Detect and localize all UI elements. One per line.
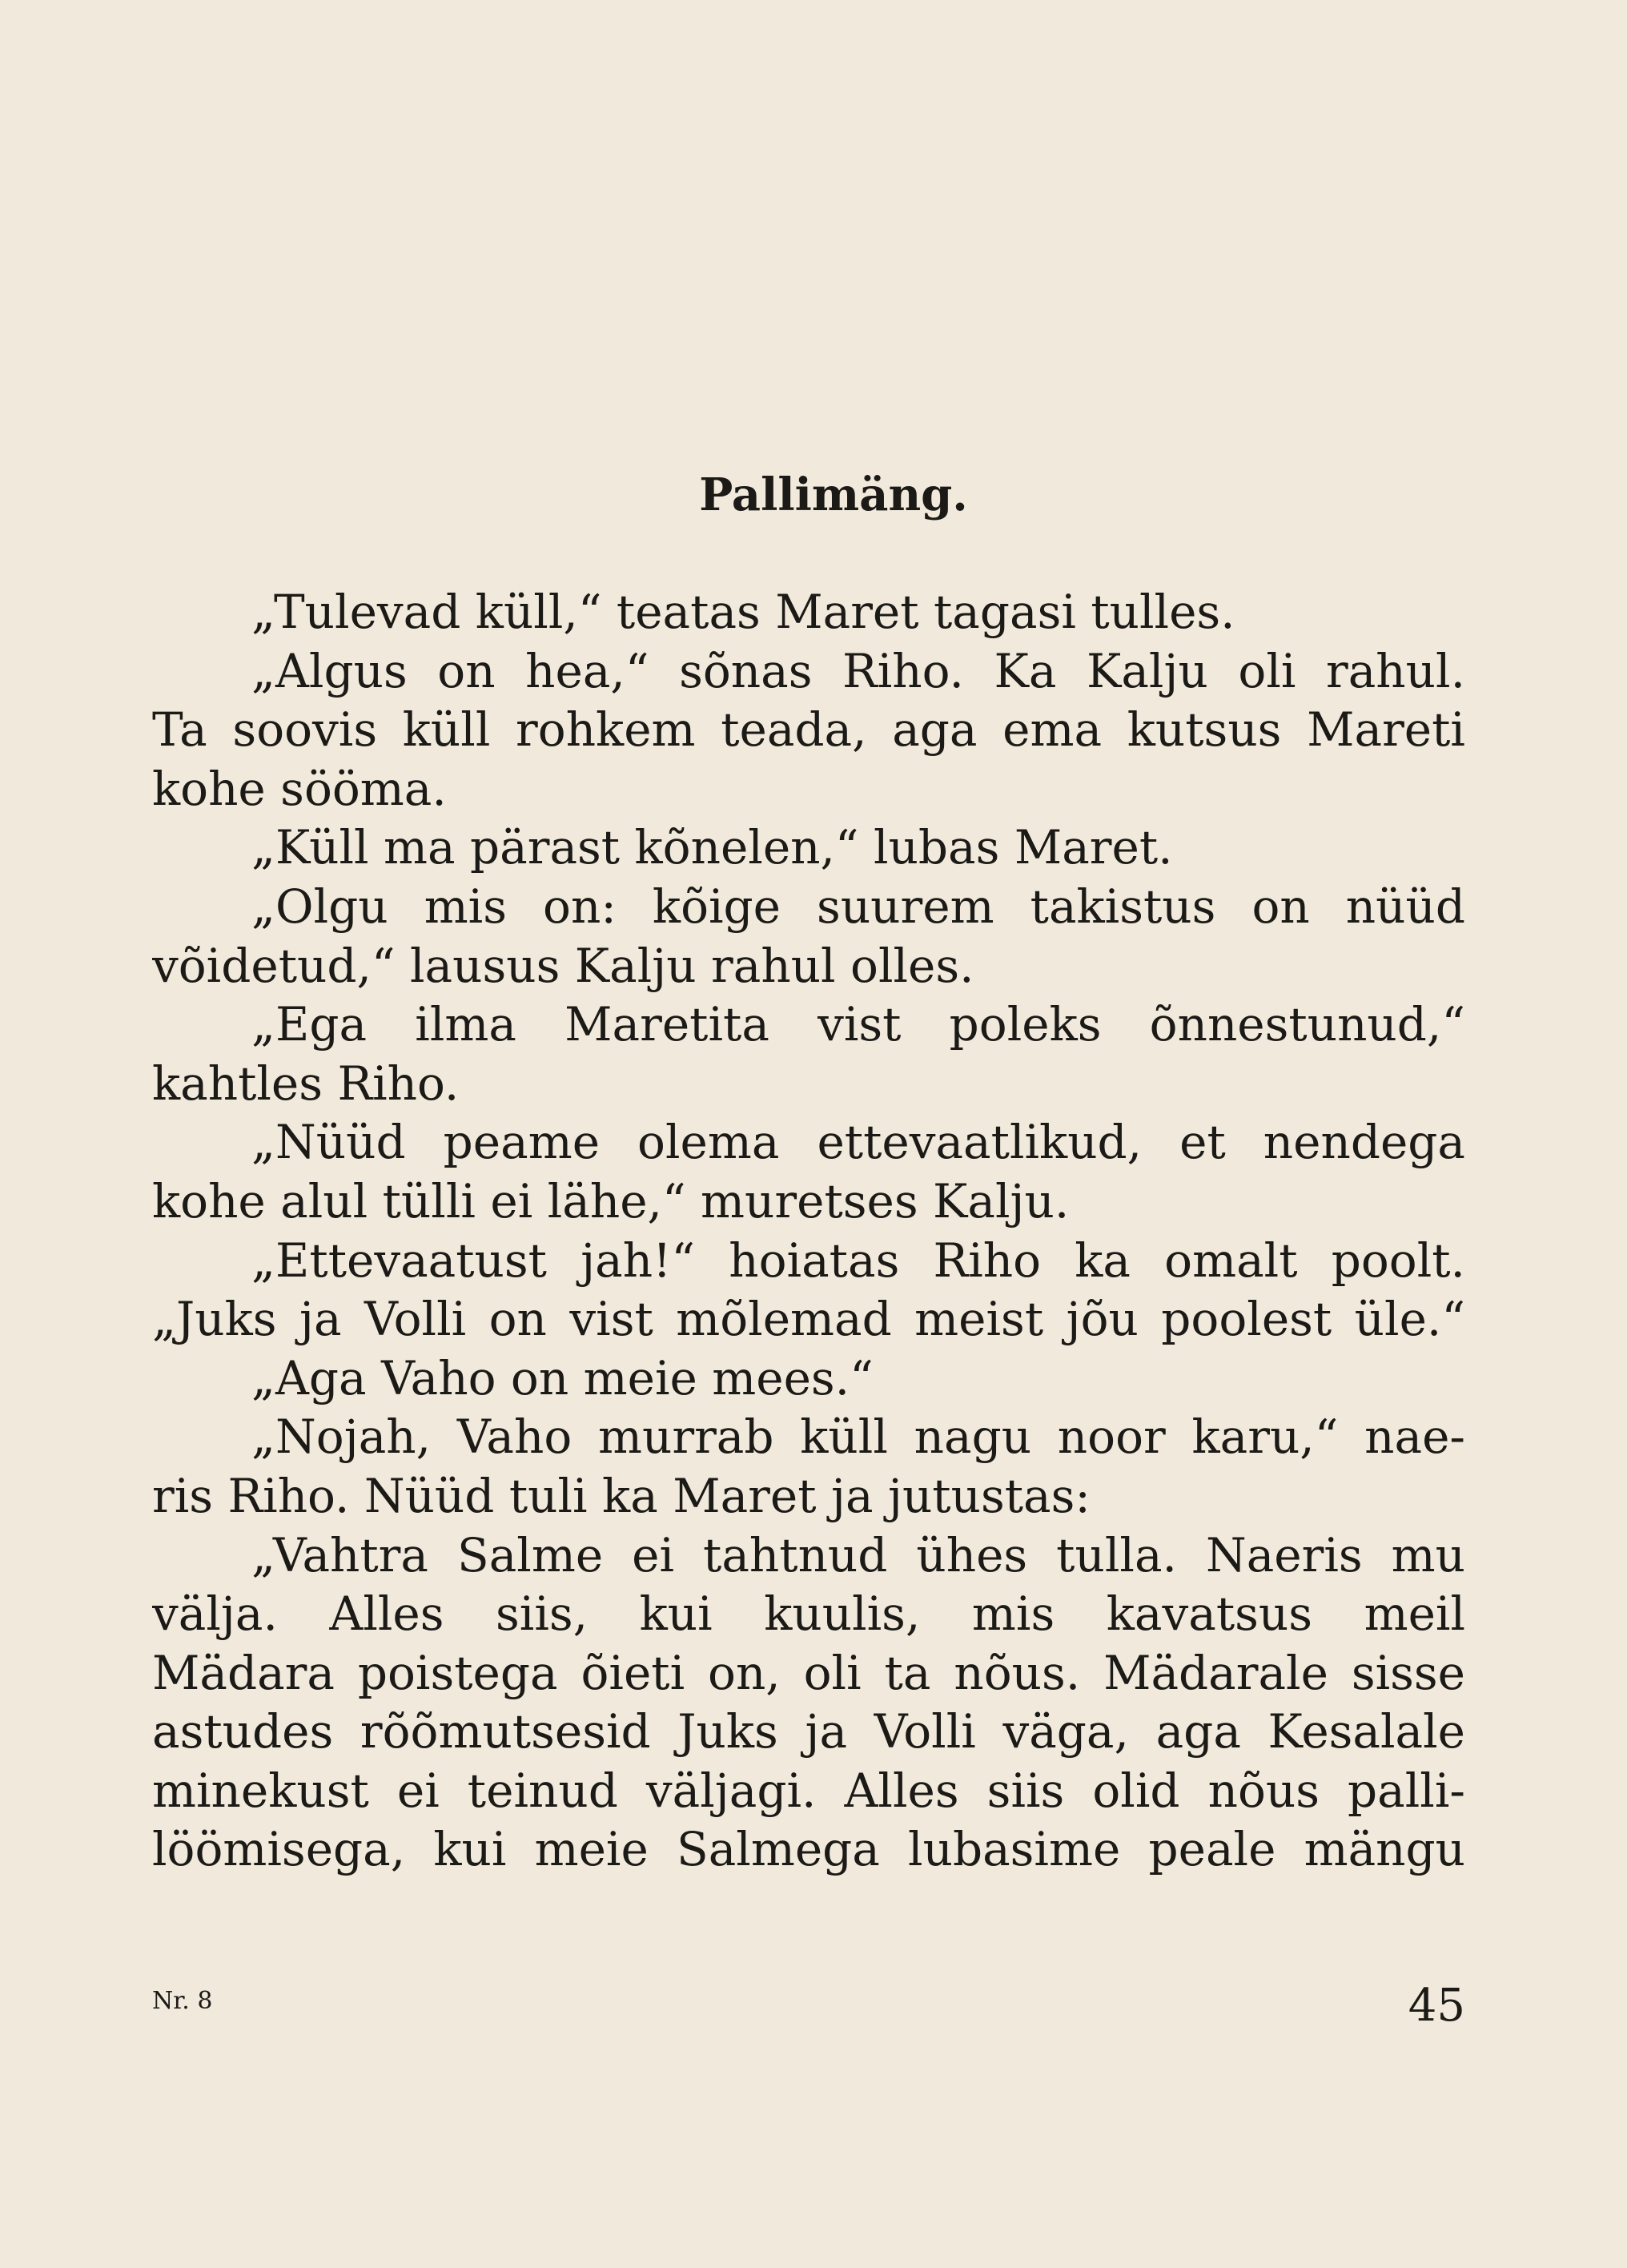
text-line: astudes rõõmutsesid Juks ja Volli väga, aga Kesalale [152,1704,1465,1759]
text-line: „Ettevaatust jah!“ hoiatas Riho ka omalt poolt. [251,1233,1465,1288]
text-line: ris Riho. Nüüd tuli ka Maret ja jutustas: [152,1468,1091,1523]
text-line: „Nojah, Vaho murrab küll nagu noor karu,“ nae- [251,1409,1465,1465]
text-line: „Juks ja Volli on vist mõlemad meist jõu poolest üle.“ [152,1292,1465,1347]
text-line: „Olgu mis on: kõige suurem takistus on nüüd [251,879,1465,934]
text-line: kahtles Riho. [152,1056,460,1111]
text-line: Ta soovis küll rohkem teada, aga ema kutsus Mareti [152,702,1465,758]
chapter-title: Pallimäng. [699,468,968,521]
text-line: kohe alul tülli ei lähe,“ muretses Kalju. [152,1173,1070,1228]
text-line: Mädara poistega õieti on, oli ta nõus. Mädarale sisse [152,1645,1465,1700]
text-line: „Vahtra Salme ei tahtnud ühes tulla. Naeris mu [251,1527,1465,1582]
text-line: võidetud,“ lausus Kalju rahul olles. [152,938,974,993]
text-line: välja. Alles siis, kui kuulis, mis kavatsus meil [152,1586,1465,1642]
text-line: „Aga Vaho on meie mees.“ [251,1350,874,1405]
text-line: „Nüüd peame olema ettevaatlikud, et nendega [251,1115,1465,1170]
page-number: 45 [1408,1980,1465,2032]
text-line: „Algus on hea,“ sõnas Riho. Ka Kalju oli rahul. [251,643,1465,698]
signature-mark: Nr. 8 [152,1987,213,2015]
text-line: löömisega, kui meie Salmega lubasime peale mängu [152,1822,1465,1877]
text-line: „Tulevad küll,“ teatas Maret tagasi tulles. [251,585,1235,639]
text-line: minekust ei teinud väljagi. Alles siis olid nõus palli- [152,1763,1465,1818]
body-text [152,583,1465,1880]
text-line: kohe sööma. [152,761,447,816]
text-line: „Ega ilma Maretita vist poleks õnnestunud,“ [251,997,1465,1052]
text-line: „Küll ma pärast kõnelen,“ lubas Maret. [251,820,1173,875]
